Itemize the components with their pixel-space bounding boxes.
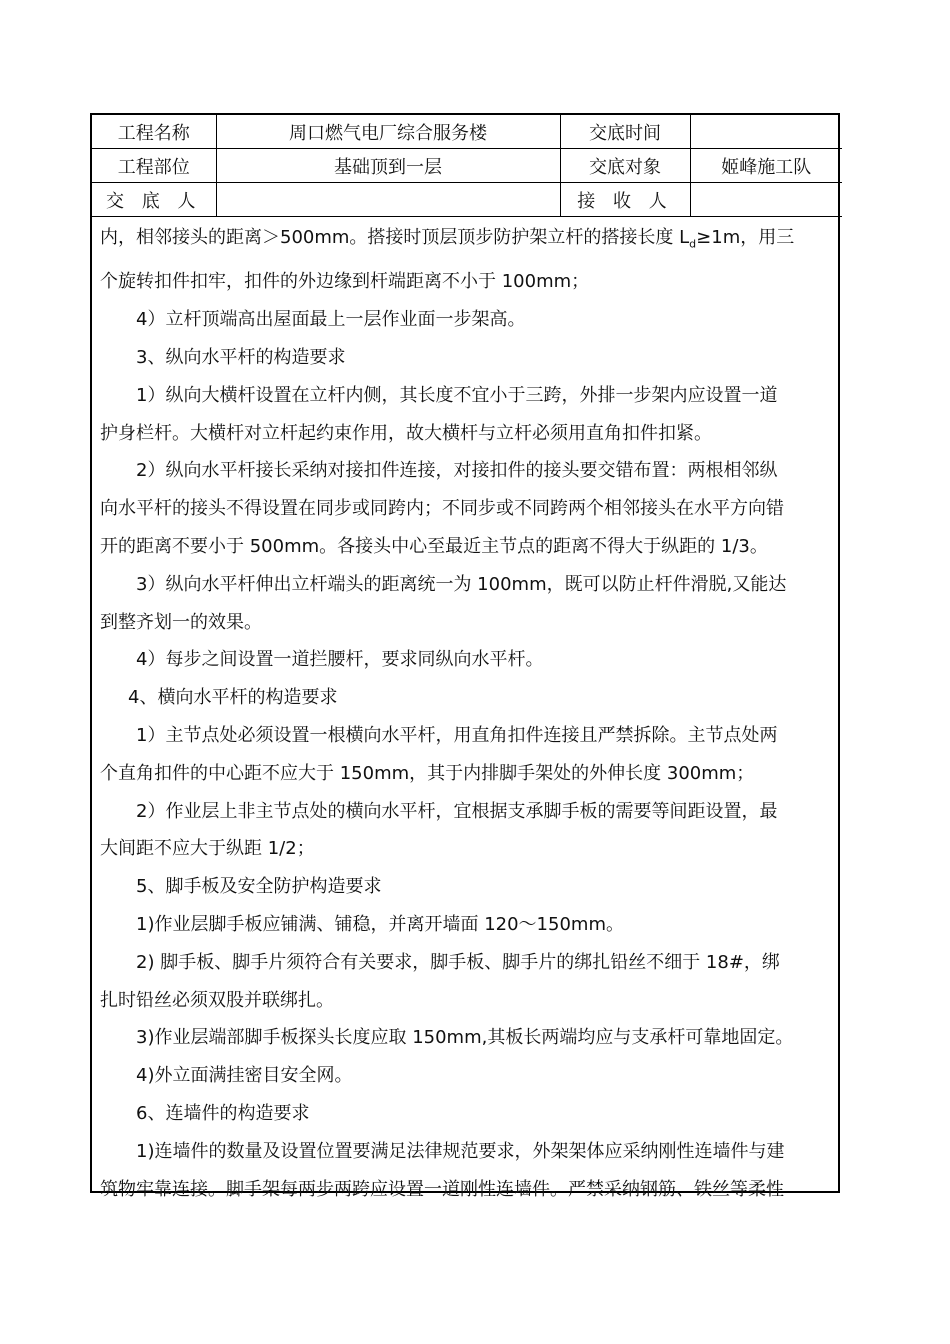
project-part-label: 工程部位 [92,149,216,183]
disclosure-sheet [90,113,840,1200]
content-line-part: 内，相邻接头的距离＞500mm。搭接时顶层顶步防护架立杆的搭接长度 L [100,227,690,248]
receiver-label: 接 收 人 [560,183,690,217]
content-line: 4）立杆顶端高出屋面最上一层作业面一步架高。 [136,309,526,331]
content-line: 个旋转扣件扣牢，扣件的外边缘到杆端距离不小于 100mm； [100,271,590,293]
header-row-part [92,149,842,183]
content-line: 扎时铅丝必须双股并联绑扎。 [100,989,334,1011]
content-line: 护身栏杆。大横杆对立杆起约束作用，故大横杆与立杆必须用直角扣件扣紧。 [100,422,712,444]
disclosure-content [92,217,838,1208]
content-line: 大间距不应大于纵距 1/2； [100,838,315,860]
content-line: 个直角扣件的中心距不应大于 150mm，其于内排脚手架处的外伸长度 300mm； [100,762,755,784]
disclosure-target-value: 姬峰施工队 [690,149,842,183]
header-row-project [92,115,842,149]
content-line: 3)作业层端部脚手板探头长度应取 150mm,其板长两端均应与支承杆可靠地固定。 [136,1027,794,1049]
content-line: 4）每步之间设置一道拦腰杆，要求同纵向水平杆。 [136,649,544,671]
discloser-value [216,183,560,217]
project-name-value: 周口燃气电厂综合服务楼 [216,115,560,149]
discloser-label: 交 底 人 [92,183,216,217]
receiver-value [690,183,842,217]
section-heading: 6、连墙件的构造要求 [136,1102,310,1124]
section-heading: 3、纵向水平杆的构造要求 [136,346,346,368]
content-line: 1）纵向大横杆设置在立杆内侧，其长度不宜小于三跨，外排一步架内应设置一道 [136,384,778,406]
content-line-part: ≥1m，用三 [696,227,795,248]
header-table [92,115,842,217]
content-line: 1）主节点处必须设置一根横向水平杆，用直角扣件连接且严禁拆除。主节点处两 [136,724,778,746]
content-line: 筑物牢靠连接。脚手架每两步两跨应设置一道刚性连墙件。严禁采纳钢筋、铁丝等柔性 [100,1178,784,1200]
content-line: 开的距离不要小于 500mm。各接头中心至最近主节点的距离不得大于纵距的 1/3。 [100,535,768,557]
section-heading: 5、脚手板及安全防护构造要求 [136,876,382,898]
section-heading: 4、横向水平杆的构造要求 [128,687,338,709]
header-row-persons [92,183,842,217]
disclosure-time-label: 交底时间 [560,115,690,149]
disclosure-time-value [690,115,842,149]
content-line: 2) 脚手板、脚手片须符合有关要求，脚手板、脚手片的绑扎铅丝不细于 18#，绑 [136,951,780,973]
content-line: 1)作业层脚手板应铺满、铺稳，并离开墙面 120～150mm。 [136,913,624,935]
content-line: 2）作业层上非主节点处的横向水平杆，宜根据支承脚手板的需要等间距设置，最 [136,800,778,822]
content-line: 向水平杆的接头不得设置在同步或同跨内；不同步或不同跨两个相邻接头在水平方向错 [100,498,784,520]
project-name-label: 工程名称 [92,115,216,149]
content-line: 4)外立面满挂密目安全网。 [136,1065,353,1087]
content-line: 3）纵向水平杆伸出立杆端头的距离统一为 100mm，既可以防止杆件滑脱,又能达 [136,573,787,595]
content-line [100,219,830,263]
disclosure-target-label: 交底对象 [560,149,690,183]
content-line: 到整齐划一的效果。 [100,611,262,633]
subscript-d: d [689,237,697,251]
project-part-value: 基础顶到一层 [216,149,560,183]
content-line: 1)连墙件的数量及设置位置要满足法律规范要求，外架架体应采纳刚性连墙件与建 [136,1140,785,1162]
content-line: 2）纵向水平杆接长采纳对接扣件连接，对接扣件的接头要交错布置：两根相邻纵 [136,460,778,482]
